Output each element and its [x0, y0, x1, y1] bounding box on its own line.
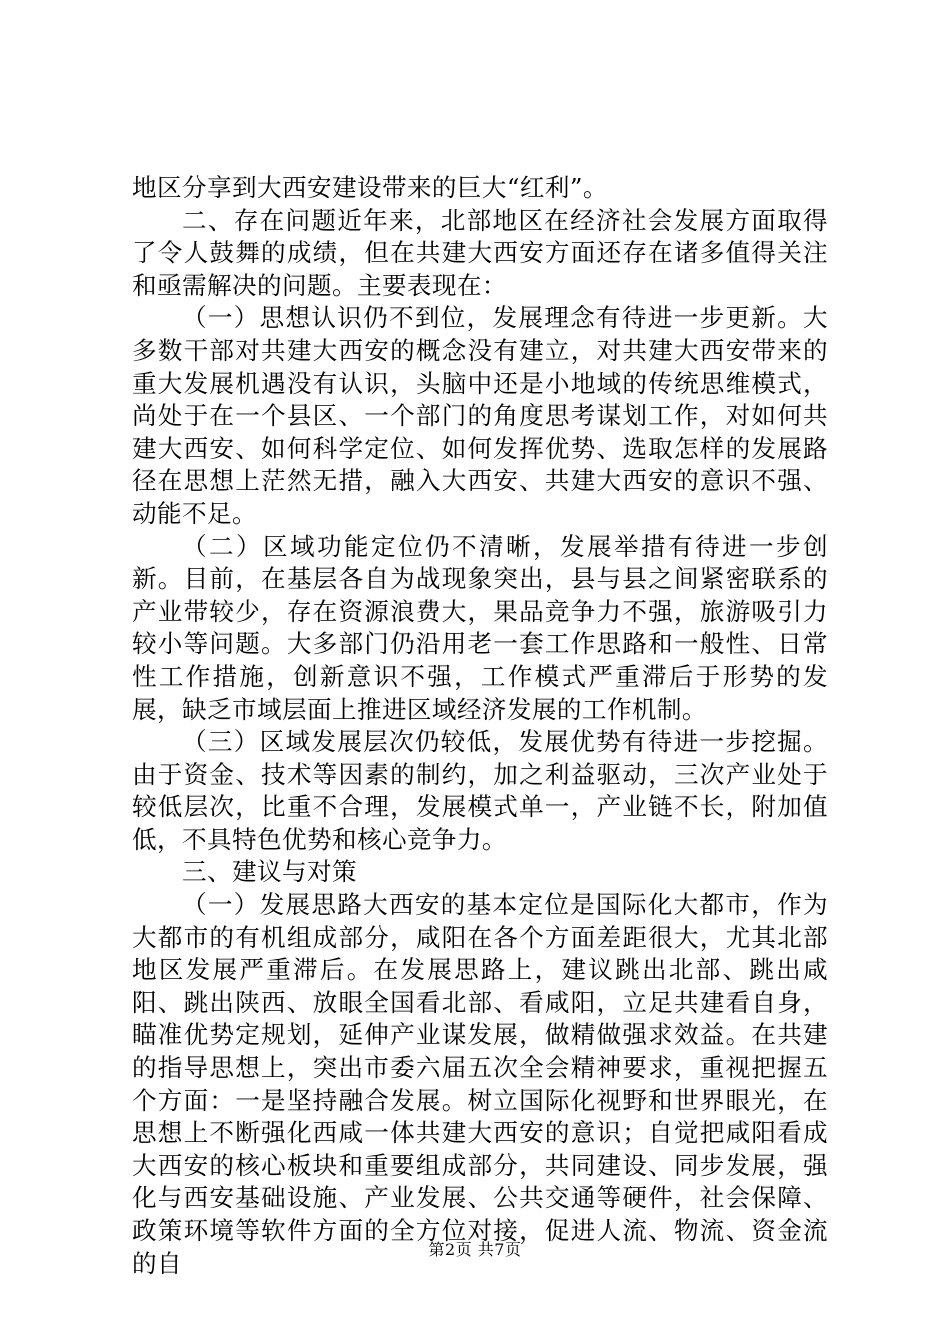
document-body [132, 172, 828, 1280]
paragraph-suggestion-1: （一）发展思路大西安的基本定位是国际化大都市，作为大都市的有机组成部分，咸阳在各个方面差距很大，尤其北部地区发展严重滞后。在发展思路上，建议跳出北部、跳出咸阳、跳出陕西、放眼全国看北部、看咸阳，立足共建看自身，瞄准优势定规划，延伸产业谋发展，做精做强求效益。在共建的指导思想上，突出市委六届五次全会精神要求，重视把握五个方面：一是坚持融合发展。树立国际化视野和世界眼光，在思想上不断强化西咸一体共建大西安的意识；自觉把咸阳看成大西安的核心板块和重要组成部分，共同建设、同步发展，强化与西安基础设施、产业发展、公共交通等硬件，社会保障、政策环境等软件方面的全方位对接，促进人流、物流、资金流的自 [132, 890, 828, 1278]
page-footer: 第2页 共7页 [428, 1240, 522, 1259]
section-heading-suggestions: 三、建议与对策 [182, 857, 357, 887]
paragraph-problem-2: （二）区域功能定位仍不清晰，发展举措有待进一步创新。目前，在基层各自为战现象突出，县与县之间紧密联系的产业带较少，存在资源浪费大，果品竞争力不强，旅游吸引力较小等问题。大多部门仍沿用老一套工作思路和一般性、日常性工作措施，创新意识不强，工作模式严重滞后于形势的发展，缺乏市域层面上推进区域经济发展的工作机制。 [132, 531, 828, 724]
paragraph-problem-1: （一）思想认识仍不到位，发展理念有待进一步更新。大多数干部对共建大西安的概念没有建立，对共建大西安带来的重大发展机遇没有认识，头脑中还是小地域的传统思维模式，尚处于在一个县区、一个部门的角度思考谋划工作，对如何共建大西安、如何科学定位、如何发挥优势、选取怎样的发展路径在思想上茫然无措，融入大西安、共建大西安的意识不强、动能不足。 [132, 303, 828, 528]
paragraph-continuation: 地区分享到大西安建设带来的巨大“红利”。 [132, 173, 608, 202]
paragraph-section-2-problems: 二、存在问题近年来，北部地区在经济社会发展方面取得了令人鼓舞的成绩，但在共建大西安方面还存在诸多值得关注和亟需解决的问题。主要表现在： [132, 205, 828, 300]
paragraph-problem-3: （三）区域发展层次仍较低，发展优势有待进一步挖掘。由于资金、技术等因素的制约，加之利益驱动，三次产业处于较低层次，比重不合理，发展模式单一，产业链不长，附加值低，不具特色优势和核心竞争力。 [132, 727, 828, 854]
